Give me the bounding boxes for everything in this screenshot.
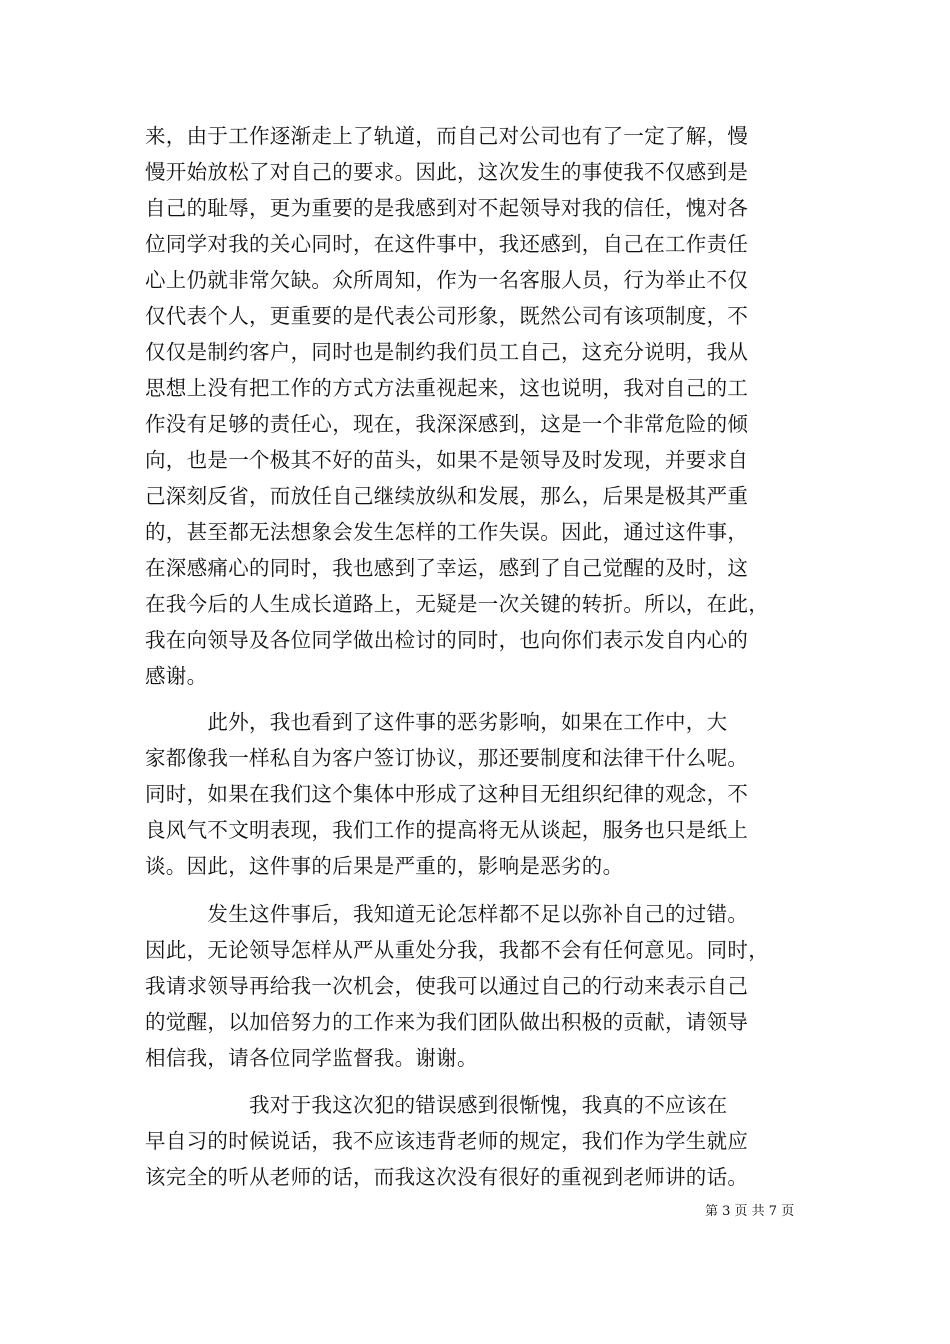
text-line: 我对于我这次犯的错误感到很惭愧，我真的不应该在 xyxy=(145,1093,728,1117)
text-line: 自己的耻辱，更为重要的是我感到对不起领导对我的信任，愧对各 xyxy=(145,196,749,220)
text-line: 该完全的听从老师的话，而我这次没有很好的重视到老师讲的话。 xyxy=(145,1165,749,1189)
text-line: 位同学对我的关心同时，在这件事中，我还感到，自己在工作责任 xyxy=(145,232,749,256)
text-line: 慢开始放松了对自己的要求。因此，这次发生的事使我不仅感到是 xyxy=(145,160,749,184)
text-line: 己深刻反省，而放任自己继续放纵和发展，那么，后果是极其严重 xyxy=(145,484,749,508)
text-line: 仅仅是制约客户，同时也是制约我们员工自己，这充分说明，我从 xyxy=(145,340,749,364)
text-line: 思想上没有把工作的方式方法重视起来，这也说明，我对自己的工 xyxy=(145,376,749,400)
text-line: 发生这件事后，我知道无论怎样都不足以弥补自己的过错。 xyxy=(145,902,749,926)
text-line: 谈。因此，这件事的后果是严重的，影响是恶劣的。 xyxy=(145,854,624,878)
text-line: 作没有足够的责任心，现在，我深深感到，这是一个非常危险的倾 xyxy=(145,412,749,436)
text-line: 因此，无论领导怎样从严从重处分我，我都不会有任何意见。同时， xyxy=(145,938,769,962)
text-line: 我请求领导再给我一次机会，使我可以通过自己的行动来表示自己 xyxy=(145,974,749,998)
text-line: 家都像我一样私自为客户签订协议，那还要制度和法律干什么呢。 xyxy=(145,746,749,770)
text-line: 我在向领导及各位同学做出检讨的同时，也向你们表示发自内心的 xyxy=(145,628,749,652)
text-line: 心上仍就非常欠缺。众所周知，作为一名客服人员，行为举止不仅 xyxy=(145,268,749,292)
text-line: 感谢。 xyxy=(145,664,208,688)
text-line: 相信我，请各位同学监督我。谢谢。 xyxy=(145,1046,478,1070)
text-line: 良风气不文明表现，我们工作的提高将无从谈起，服务也只是纸上 xyxy=(145,818,749,842)
text-line: 在深感痛心的同时，我也感到了幸运，感到了自己觉醒的及时，这 xyxy=(145,556,749,580)
text-line: 的觉醒，以加倍努力的工作来为我们团队做出积极的贡献，请领导 xyxy=(145,1010,749,1034)
text-line: 的，甚至都无法想象会发生怎样的工作失误。因此，通过这件事， xyxy=(145,520,749,544)
text-line: 在我今后的人生成长道路上，无疑是一次关键的转折。所以，在此， xyxy=(145,592,769,616)
text-line: 此外，我也看到了这件事的恶劣影响，如果在工作中，大 xyxy=(145,710,728,734)
page-number-footer: 第 3 页 共 7 页 xyxy=(705,1204,795,1219)
text-line: 同时，如果在我们这个集体中形成了这种目无组织纪律的观念，不 xyxy=(145,782,749,806)
text-line: 来，由于工作逐渐走上了轨道，而自己对公司也有了一定了解，慢 xyxy=(145,124,749,148)
text-line: 早自习的时候说话，我不应该违背老师的规定，我们作为学生就应 xyxy=(145,1129,749,1153)
text-line: 仅代表个人，更重要的是代表公司形象，既然公司有该项制度，不 xyxy=(145,304,749,328)
text-line: 向，也是一个极其不好的苗头，如果不是领导及时发现，并要求自 xyxy=(145,448,749,472)
